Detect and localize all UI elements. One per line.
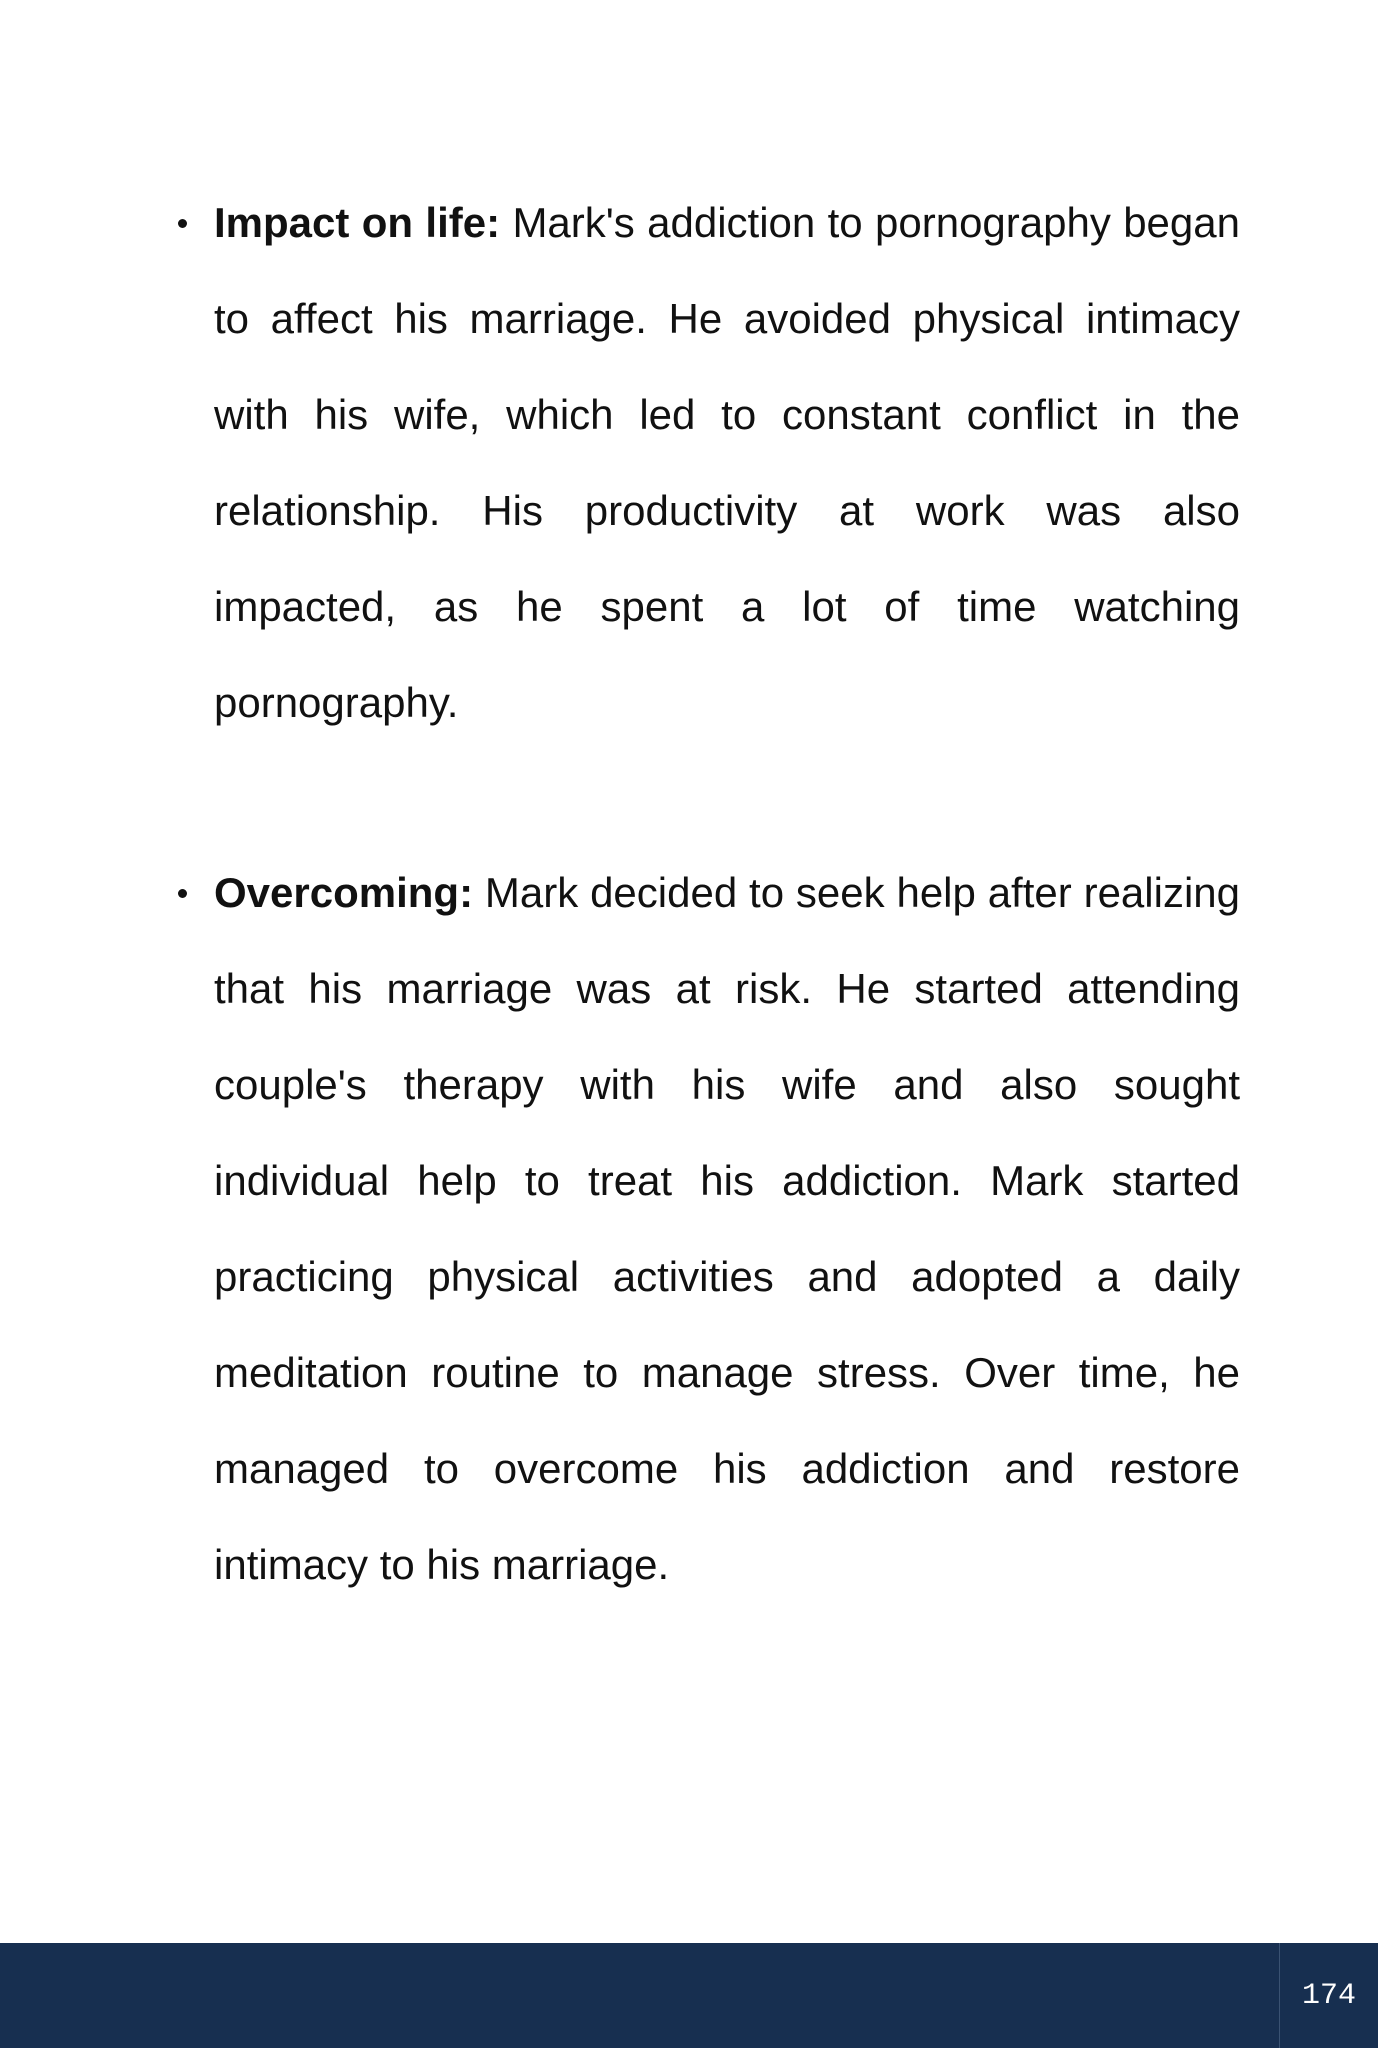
bullet-icon	[178, 889, 187, 898]
list-item-overcoming	[178, 845, 1240, 1613]
bullet-text: Mark decided to seek help after realizing that his marriage was at risk. He started attending couple's therapy with his wife and also sought individual help to treat his addiction. Mark started practicing physical activities and adopted a daily meditation routine to manage stress. Over time, he managed to overcome his addiction and restore intimacy to his marriage.	[214, 869, 1240, 1588]
bullet-heading: Overcoming:	[214, 869, 474, 916]
footer-bar	[0, 1943, 1378, 2048]
bullet-list	[178, 175, 1240, 1707]
bullet-heading: Impact on life:	[214, 199, 501, 246]
page-number: 174	[1301, 1978, 1356, 2013]
bullet-icon	[178, 219, 187, 228]
list-item-impact-on-life	[178, 175, 1240, 751]
page-number-box	[1279, 1943, 1378, 2048]
bullet-text: Mark's addiction to pornography began to affect his marriage. He avoided physical intimacy with his wife, which led to constant conflict in the relationship. His productivity at work was also impacted, as he spent a lot of time watching pornography.	[214, 199, 1240, 726]
